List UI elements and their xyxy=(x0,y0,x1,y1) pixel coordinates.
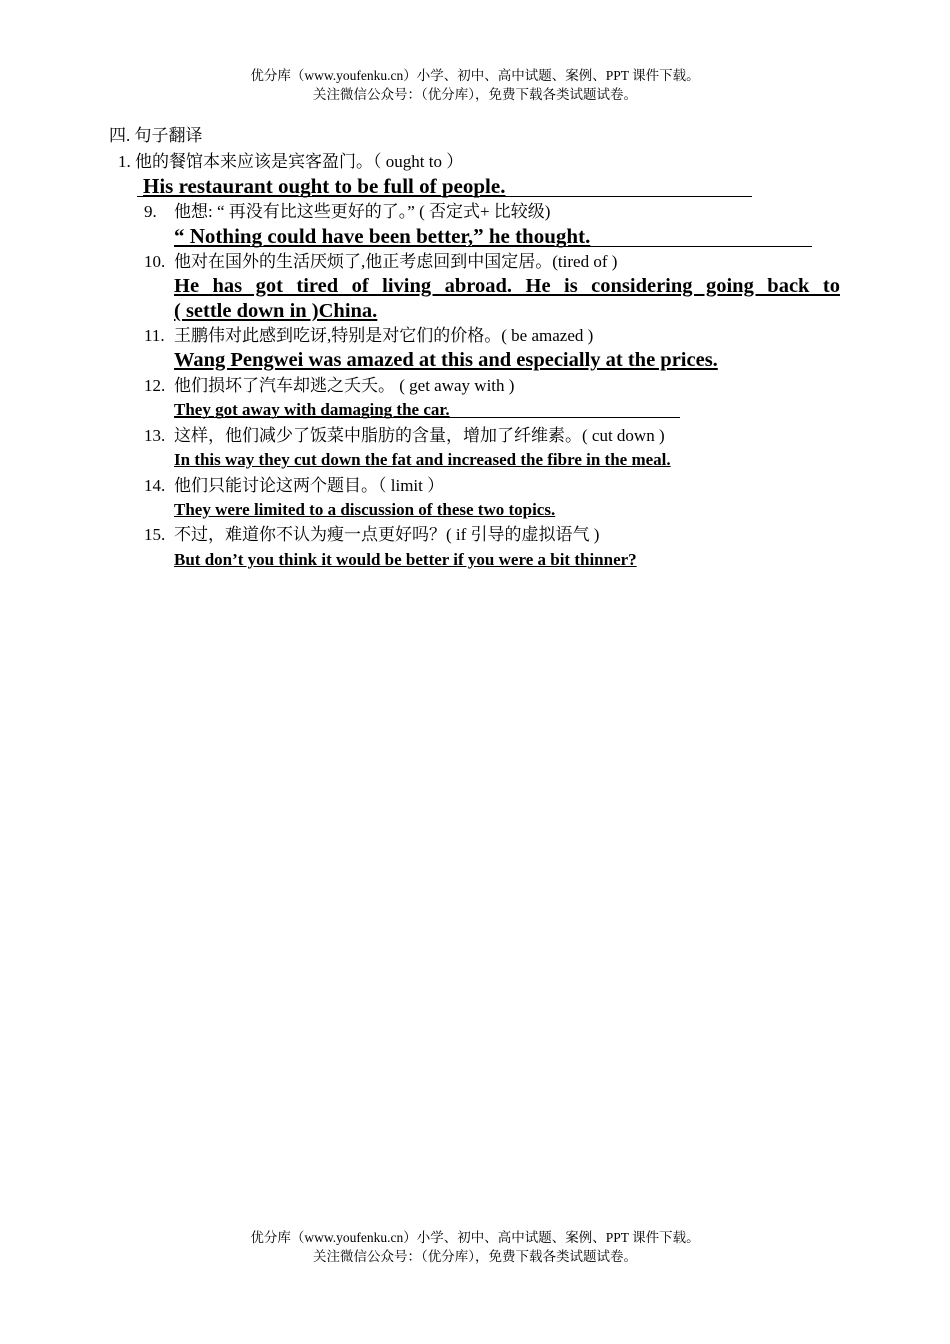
header-line-2: 关注微信公众号：（优分库），免费下载各类试题试卷。 xyxy=(313,87,637,102)
question-item xyxy=(144,425,665,447)
question-item xyxy=(144,251,617,273)
question-text: 他们损坏了汽车却逃之夭夭。 ( get away with ) xyxy=(174,376,515,395)
question-number: 11. xyxy=(144,326,165,345)
question-item xyxy=(144,524,599,546)
question-item xyxy=(144,325,593,347)
answer-text: But don’t you think it would be better if you were a bit thinner? xyxy=(174,550,637,569)
question-text: 他们只能讨论这两个题目。（ limit ） xyxy=(174,476,445,495)
question-number: 15. xyxy=(144,525,166,544)
question-number: 13. xyxy=(144,426,166,445)
page-header xyxy=(0,66,950,104)
page-footer xyxy=(0,1228,950,1266)
question-number: 10. xyxy=(144,252,166,271)
question-item xyxy=(144,201,550,223)
footer-line-2: 关注微信公众号：（优分库），免费下载各类试题试卷。 xyxy=(313,1249,637,1264)
header-line-1: 优分库（www.youfenku.cn）小学、初中、高中试题、案例、PPT 课件下载。 xyxy=(250,68,700,83)
question-number: 1. xyxy=(118,152,131,171)
question-text: 王鹏伟对此感到吃讶,特别是对它们的价格。( be amazed ) xyxy=(174,326,594,345)
answer-text: His restaurant ought to be full of people. xyxy=(143,174,506,198)
answer-text: Wang Pengwei was amazed at this and especially at the prices. xyxy=(174,349,718,371)
question-text: 这样，他们减少了饭菜中脂肪的含量，增加了纤维素。( cut down ) xyxy=(174,426,665,445)
footer-line-1: 优分库（www.youfenku.cn）小学、初中、高中试题、案例、PPT 课件下载。 xyxy=(250,1230,700,1245)
question-number: 12. xyxy=(144,376,166,395)
question-number: 14. xyxy=(144,476,166,495)
question-item xyxy=(118,151,463,173)
answer-text: “ Nothing could have been better,” he thought. xyxy=(174,224,591,248)
section-title: 四. 句子翻译 xyxy=(109,126,203,145)
answer-text: In this way they cut down the fat and increased the fibre in the meal. xyxy=(174,450,671,469)
answer-text: They got away with damaging the car. xyxy=(174,400,450,419)
question-item xyxy=(144,375,514,397)
answer-text: They were limited to a discussion of these two topics. xyxy=(174,500,556,519)
question-text: 他想: “ 再没有比这些更好的了。” ( 否定式+ 比较级) xyxy=(174,202,551,221)
answer-text-line-1: He has got tired of living abroad. He is considering going back to xyxy=(174,275,840,297)
answer-text-line-2: ( settle down in )China. xyxy=(174,300,378,322)
question-number: 9. xyxy=(144,202,157,221)
question-text: 他的餐馆本来应该是宾客盈门。（ ought to ） xyxy=(135,152,464,171)
question-item xyxy=(144,475,444,497)
question-text: 不过，难道你不认为瘦一点更好吗？( if 引导的虚拟语气 ) xyxy=(174,525,600,544)
question-text: 他对在国外的生活厌烦了,他正考虑回到中国定居。(tired of ) xyxy=(174,252,618,271)
